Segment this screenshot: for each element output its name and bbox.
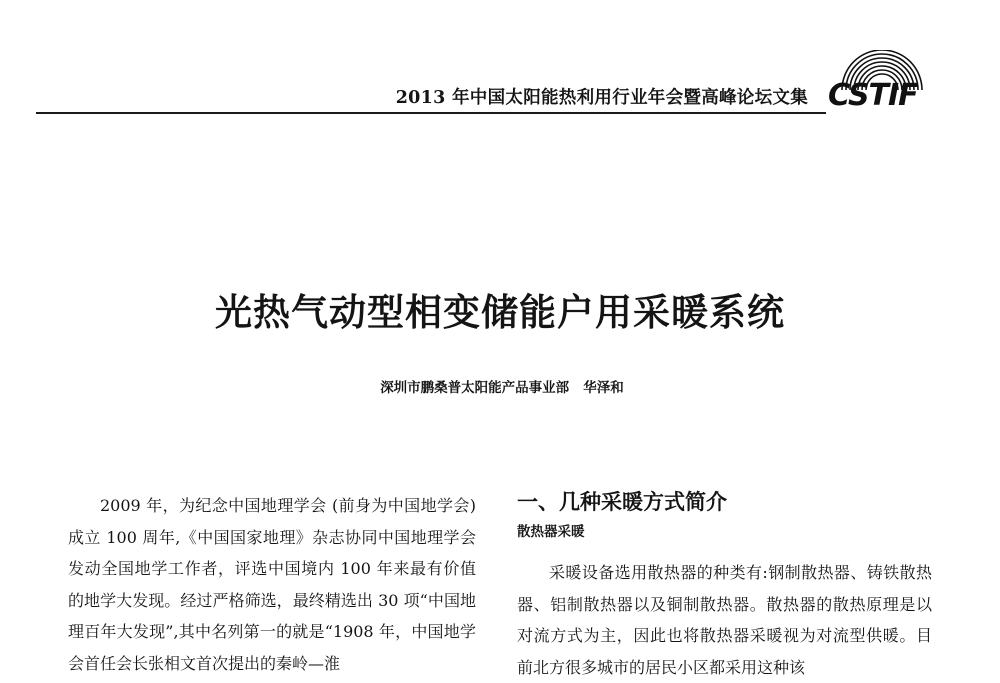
section-paragraph: 采暖设备选用散热器的种类有:钢制散热器、铸铁散热器、铝制散热器以及铜制散热器。散热器的散热原理是以对流方式为主，因此也将散热器采暖视为对流型供暖。目前北方很多城市的居民小区都采用这种该	[517, 563, 932, 677]
author-line	[0, 376, 1000, 396]
author-name: 华泽和	[583, 380, 624, 396]
article-title: 光热气动型相变储能户用采暖系统	[215, 290, 785, 334]
subsection-heading: 散热器采暖	[517, 524, 585, 540]
intro-paragraph: 2009 年，为纪念中国地理学会 (前身为中国地学会)成立 100 周年,《中国国家地理》杂志协同中国地理学会发动全国地学工作者，评选中国境内 100 年来最有价值的地学大发现。经过严格筛选，最终精选出 30 项“中国地理百年大发现”,其中名列第一的就是“1908 年，中国地学会首任会长张相文首次提出的秦岭—淮	[68, 496, 476, 673]
left-column	[68, 490, 476, 679]
proceedings-header-title: 2013 年中国太阳能热利用行业年会暨高峰论坛文集	[395, 88, 808, 108]
cstif-logo	[828, 50, 928, 122]
right-column	[517, 487, 932, 683]
logo-wordmark: CSTIF	[828, 78, 918, 113]
section-heading: 一、几种采暖方式简介	[517, 489, 727, 514]
header-rule	[36, 112, 826, 114]
affiliation: 深圳市鹏桑普太阳能产品事业部	[380, 380, 570, 396]
